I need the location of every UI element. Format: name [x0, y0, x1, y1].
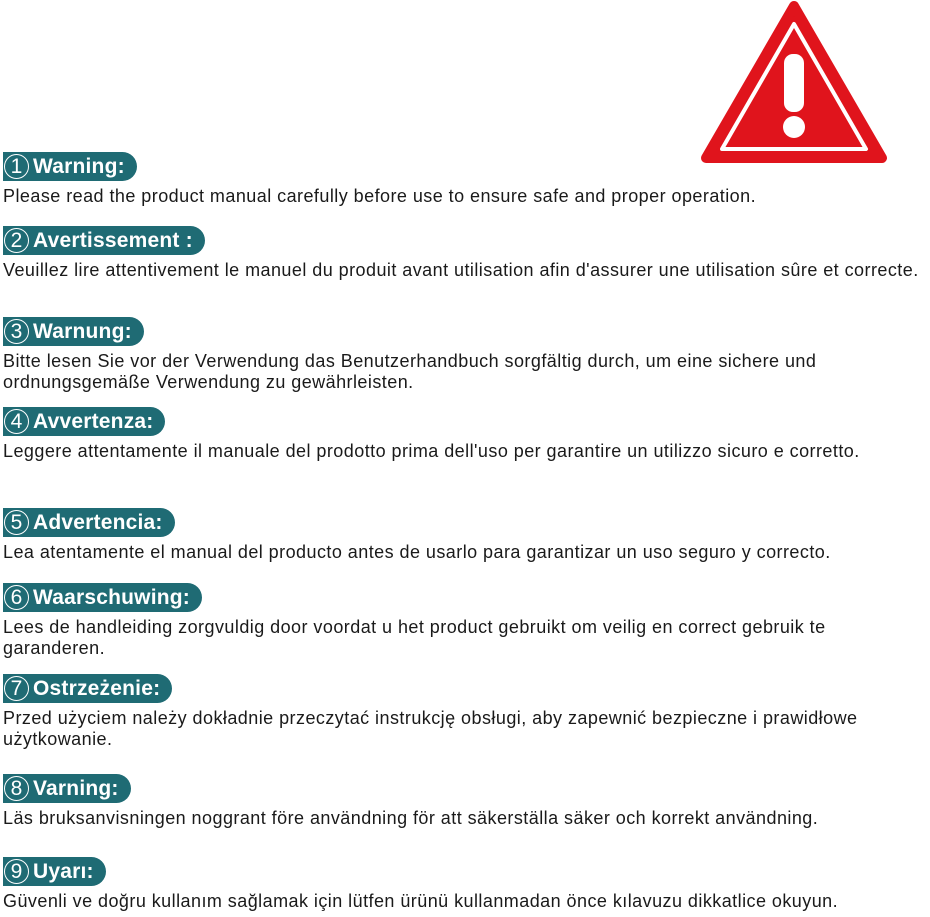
- section-6: [3, 583, 928, 659]
- section-title: Avertissement :: [33, 228, 193, 252]
- section-text: Leggere attentamente il manuale del prodotto prima dell'uso per garantire un utilizzo sicuro e corretto.: [3, 441, 860, 461]
- section-2: [3, 226, 928, 281]
- section-title: Ostrzeżenie:: [33, 676, 161, 700]
- section-title: Warning:: [33, 154, 125, 178]
- section-title: Waarschuwing:: [33, 585, 191, 609]
- number-circle: 2: [4, 228, 29, 253]
- section-text: Veuillez lire attentivement le manuel du produit avant utilisation afin d'assurer une utilisation sûre et correcte.: [3, 260, 919, 280]
- section-title: Varning:: [33, 776, 119, 800]
- section-text: Przed użyciem należy dokładnie przeczytać instrukcję obsługi, aby zapewnić bezpieczne i prawidłowe użytkowanie.: [3, 708, 858, 749]
- number-circle: 7: [4, 676, 29, 701]
- number-circle: 6: [4, 585, 29, 610]
- section-badge: [3, 226, 205, 255]
- warning-triangle-icon: [700, 0, 888, 166]
- section-badge: [3, 583, 202, 612]
- number-circle: 9: [4, 859, 29, 884]
- number-circle: 4: [4, 409, 29, 434]
- number-circle: 5: [4, 510, 29, 535]
- section-text: Läs bruksanvisningen noggrant före användning för att säkerställa säker och korrekt användning.: [3, 808, 819, 828]
- section-9: [3, 857, 928, 912]
- section-1: [3, 152, 928, 207]
- section-badge: [3, 857, 106, 886]
- number-circle: 3: [4, 319, 29, 344]
- section-text: Güvenli ve doğru kullanım sağlamak için lütfen ürünü kullanmadan önce kılavuzu dikkatlice okuyun.: [3, 891, 839, 911]
- section-title: Warnung:: [33, 319, 132, 343]
- section-badge: [3, 407, 165, 436]
- section-badge: [3, 674, 172, 703]
- section-3: [3, 317, 928, 393]
- section-5: [3, 508, 928, 563]
- section-title: Advertencia:: [33, 510, 163, 534]
- section-8: [3, 774, 928, 829]
- section-text: Lees de handleiding zorgvuldig door voordat u het product gebruikt om veilig en correct gebruik te garanderen.: [3, 617, 826, 658]
- section-text: Bitte lesen Sie vor der Verwendung das Benutzerhandbuch sorgfältig durch, um eine sichere und ordnungsgemäße Verwendung zu gewährleisten.: [3, 351, 817, 392]
- section-badge: [3, 152, 137, 181]
- number-circle: 1: [4, 154, 29, 179]
- number-circle: 8: [4, 776, 29, 801]
- section-title: Uyarı:: [33, 859, 94, 883]
- section-7: [3, 674, 928, 750]
- section-badge: [3, 317, 144, 346]
- section-text: Please read the product manual carefully before use to ensure safe and proper operation.: [3, 186, 757, 206]
- section-text: Lea atentamente el manual del producto antes de usarlo para garantizar un uso seguro y correcto.: [3, 542, 831, 562]
- section-badge: [3, 508, 175, 537]
- section-4: [3, 407, 928, 462]
- section-title: Avvertenza:: [33, 409, 154, 433]
- section-badge: [3, 774, 131, 803]
